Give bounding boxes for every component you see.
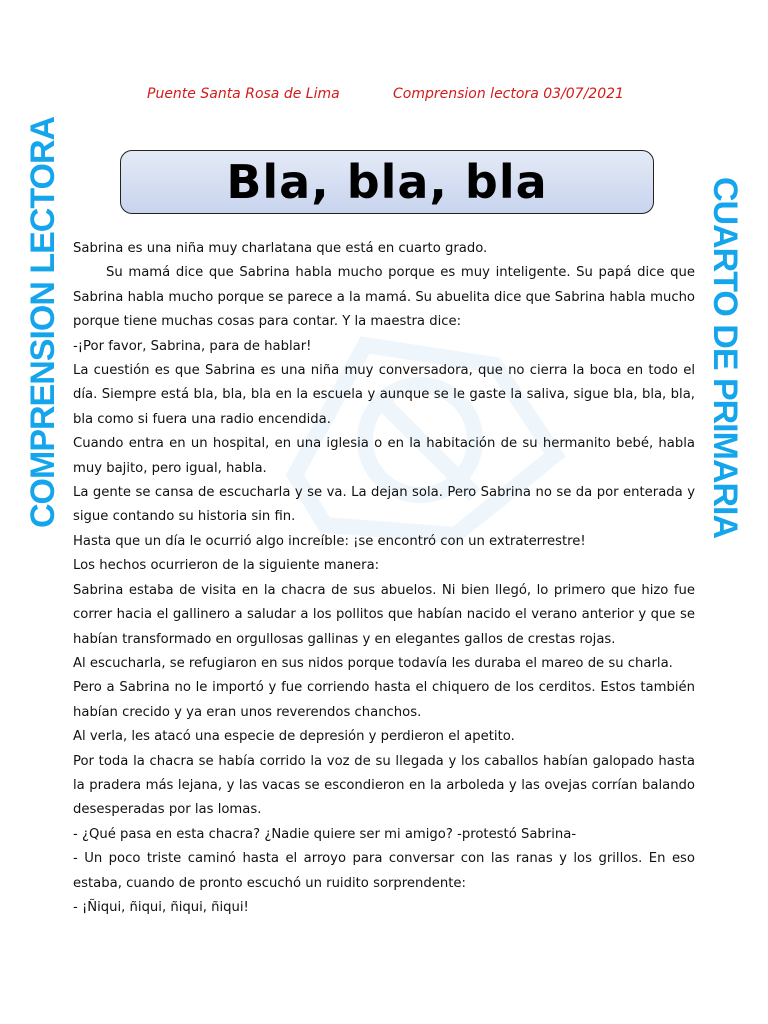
- title-box: [120, 150, 654, 214]
- paragraph: Al escucharla, se refugiaron en sus nidos porque todavía les duraba el mareo de su charla.: [73, 655, 673, 671]
- side-label-left: COMPRENSION LECTORA: [24, 116, 62, 528]
- side-label-right: CUARTO DE PRIMARIA: [706, 177, 744, 539]
- school-name: Puente Santa Rosa de Lima: [147, 86, 340, 102]
- page-title: Bla, bla, bla: [226, 155, 548, 209]
- paragraph: Hasta que un día le ocurrió algo increíble: ¡se encontró con un extraterrestre!: [73, 533, 586, 549]
- paragraph: Al verla, les atacó una especie de depresión y perdieron el apetito.: [73, 729, 515, 745]
- paragraph: - ¡Ñiqui, ñiqui, ñiqui, ñiqui!: [73, 899, 249, 915]
- paragraph: Su mamá dice que Sabrina habla mucho porque es muy inteligente. Su papá dice que Sabrina habla mucho porque se parece a la mamá. Su abuelita dice que Sabrina habla mucho porque tiene muchas cosas para contar. Y la maestra dice:: [73, 265, 695, 330]
- story-text: [73, 237, 695, 920]
- paragraph: - Un poco triste caminó hasta el arroyo para conversar con las ranas y los grillos. En eso estaba, cuando de pronto escuchó un ruidito sorprendente:: [73, 851, 695, 891]
- paragraph: -¡Por favor, Sabrina, para de hablar!: [73, 338, 312, 354]
- paragraph: - ¿Qué pasa en esta chacra? ¿Nadie quiere ser mi amigo? -protestó Sabrina-: [73, 826, 577, 842]
- paragraph: La cuestión es que Sabrina es una niña muy conversadora, que no cierra la boca en todo el día. Siempre está bla, bla, bla en la escuela y aunque se le gaste la saliva, sigue bla, bla, bla, bla como si fuera una radio encendida.: [73, 363, 695, 427]
- paragraph: Pero a Sabrina no le importó y fue corriendo hasta el chiquero de los cerditos. Estos también habían crecido y ya eran unos reverendos chanchos.: [73, 680, 695, 720]
- paragraph: Por toda la chacra se había corrido la voz de su llegada y los caballos habían galopado hasta la pradera más lejana, y las vacas se escondieron en la arboleda y las ovejas corrían balando desesperadas por las lomas.: [73, 753, 695, 818]
- paragraph: La gente se cansa de escucharla y se va. La dejan sola. Pero Sabrina no se da por enterada y sigue contando su historia sin fin.: [73, 485, 695, 525]
- paragraph: Cuando entra en un hospital, en una iglesia o en la habitación de su hermanito bebé, habla muy bajito, pero igual, habla.: [73, 436, 695, 476]
- paragraph: Los hechos ocurrieron de la siguiente manera:: [73, 558, 380, 574]
- paragraph: Sabrina es una niña muy charlatana que está en cuarto grado.: [73, 241, 488, 256]
- subject-date: Comprension lectora 03/07/2021: [393, 86, 624, 102]
- paragraph: Sabrina estaba de visita en la chacra de sus abuelos. Ni bien llegó, lo primero que hizo fue correr hacia el gallinero a saludar a los pollitos que habían nacido el verano anterior y que se habían transformado en orgullosas gallinas y en elegantes gallos de crestas rojas.: [73, 582, 695, 647]
